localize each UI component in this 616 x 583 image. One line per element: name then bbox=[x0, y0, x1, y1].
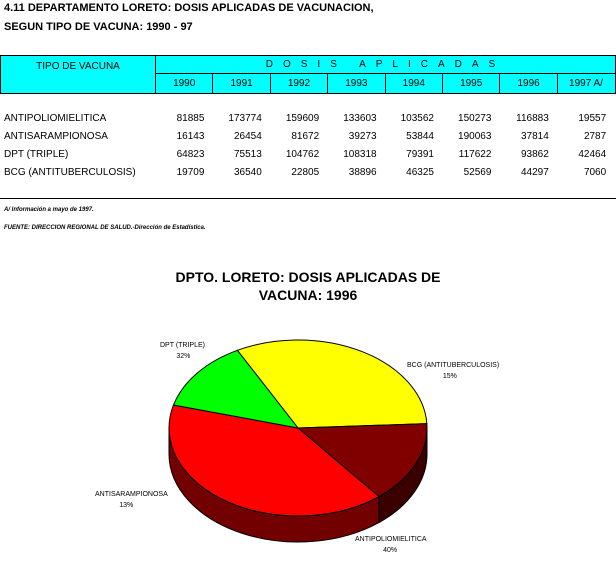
column-group-header: DOSIS APLICADAS bbox=[156, 56, 615, 74]
table-cell: 103562 bbox=[400, 113, 434, 124]
source-note: FUENTE: DIRECCION REGIONAL DE SALUD.-Dirección de Estadística. bbox=[4, 225, 206, 231]
table-cell: 104762 bbox=[285, 149, 320, 160]
year-header: 1996 bbox=[500, 74, 557, 93]
table-cell: 52569 bbox=[463, 167, 492, 178]
row-label: BCG (ANTITUBERCULOSIS) bbox=[4, 167, 136, 178]
year-header: 1993 bbox=[328, 74, 385, 93]
year-header: 1995 bbox=[443, 74, 500, 93]
table-cell: 16143 bbox=[176, 131, 205, 142]
table-cell: 79391 bbox=[406, 149, 434, 160]
slice-value-label: 15% bbox=[442, 373, 457, 380]
table-cell: 159609 bbox=[285, 113, 320, 124]
chart-title-line2: VACUNA: 1996 bbox=[258, 287, 358, 303]
table-cell: 36540 bbox=[233, 167, 262, 178]
year-header: 1990 bbox=[156, 74, 213, 93]
table-cell: 37814 bbox=[520, 131, 549, 142]
table-cell: 7060 bbox=[583, 167, 607, 178]
table-cell: 26454 bbox=[233, 131, 262, 142]
slice-label: BCG (ANTITUBERCULOSIS) bbox=[407, 362, 500, 369]
table-cell: 150273 bbox=[458, 113, 492, 124]
row-label: DPT (TRIPLE) bbox=[4, 149, 69, 160]
table-cell: 93862 bbox=[520, 149, 549, 160]
slice-label: DPT (TRIPLE) bbox=[160, 342, 205, 349]
slice-label: ANTISARAMPIONOSA bbox=[95, 491, 168, 498]
table-cell: 81885 bbox=[176, 113, 205, 124]
table-cell: 44297 bbox=[520, 167, 549, 178]
table-cell: 38896 bbox=[348, 167, 377, 178]
page-title: 4.11 DEPARTAMENTO LORETO: DOSIS APLICADAS DE VACUNACION, bbox=[4, 2, 374, 14]
footnote: A/ Información a mayo de 1997. bbox=[4, 207, 94, 213]
table-cell: 190063 bbox=[458, 131, 492, 142]
table-cell: 2787 bbox=[583, 131, 607, 142]
table-cell: 39273 bbox=[348, 131, 377, 142]
page-subtitle: SEGUN TIPO DE VACUNA: 1990 - 97 bbox=[4, 21, 193, 33]
slice-label: ANTIPOLIOMIELITICA bbox=[355, 536, 427, 543]
year-header: 1994 bbox=[386, 74, 443, 93]
table-cell: 75513 bbox=[233, 149, 262, 160]
table-cell: 81672 bbox=[291, 131, 320, 142]
table-cell: 173774 bbox=[228, 113, 262, 124]
table-cell: 108318 bbox=[343, 149, 377, 160]
column-header-tipo: TIPO DE VACUNA bbox=[1, 56, 156, 93]
table-cell: 133603 bbox=[343, 113, 377, 124]
table-cell: 116883 bbox=[516, 113, 549, 124]
table-cell: 64823 bbox=[176, 149, 205, 160]
slice-value-label: 32% bbox=[176, 353, 191, 360]
chart-title-line1: DPTO. LORETO: DOSIS APLICADAS DE bbox=[175, 269, 441, 285]
table-cell: 42464 bbox=[578, 149, 607, 160]
slice-value-label: 13% bbox=[119, 502, 134, 509]
row-label: ANTISARAMPIONOSA bbox=[4, 131, 108, 142]
table-cell: 22805 bbox=[291, 167, 320, 178]
slice-value-label: 40% bbox=[383, 547, 398, 554]
table-cell: 46325 bbox=[406, 167, 434, 178]
year-header: 1997 A/ bbox=[569, 78, 603, 89]
row-label: ANTIPOLIOMIELITICA bbox=[4, 113, 107, 124]
table-cell: 19557 bbox=[578, 113, 607, 124]
table-cell: 19709 bbox=[176, 167, 205, 178]
table-cell: 117622 bbox=[458, 149, 492, 160]
table-cell: 53844 bbox=[406, 131, 434, 142]
year-header: 1991 bbox=[213, 74, 270, 93]
year-header: 1992 bbox=[271, 74, 328, 93]
